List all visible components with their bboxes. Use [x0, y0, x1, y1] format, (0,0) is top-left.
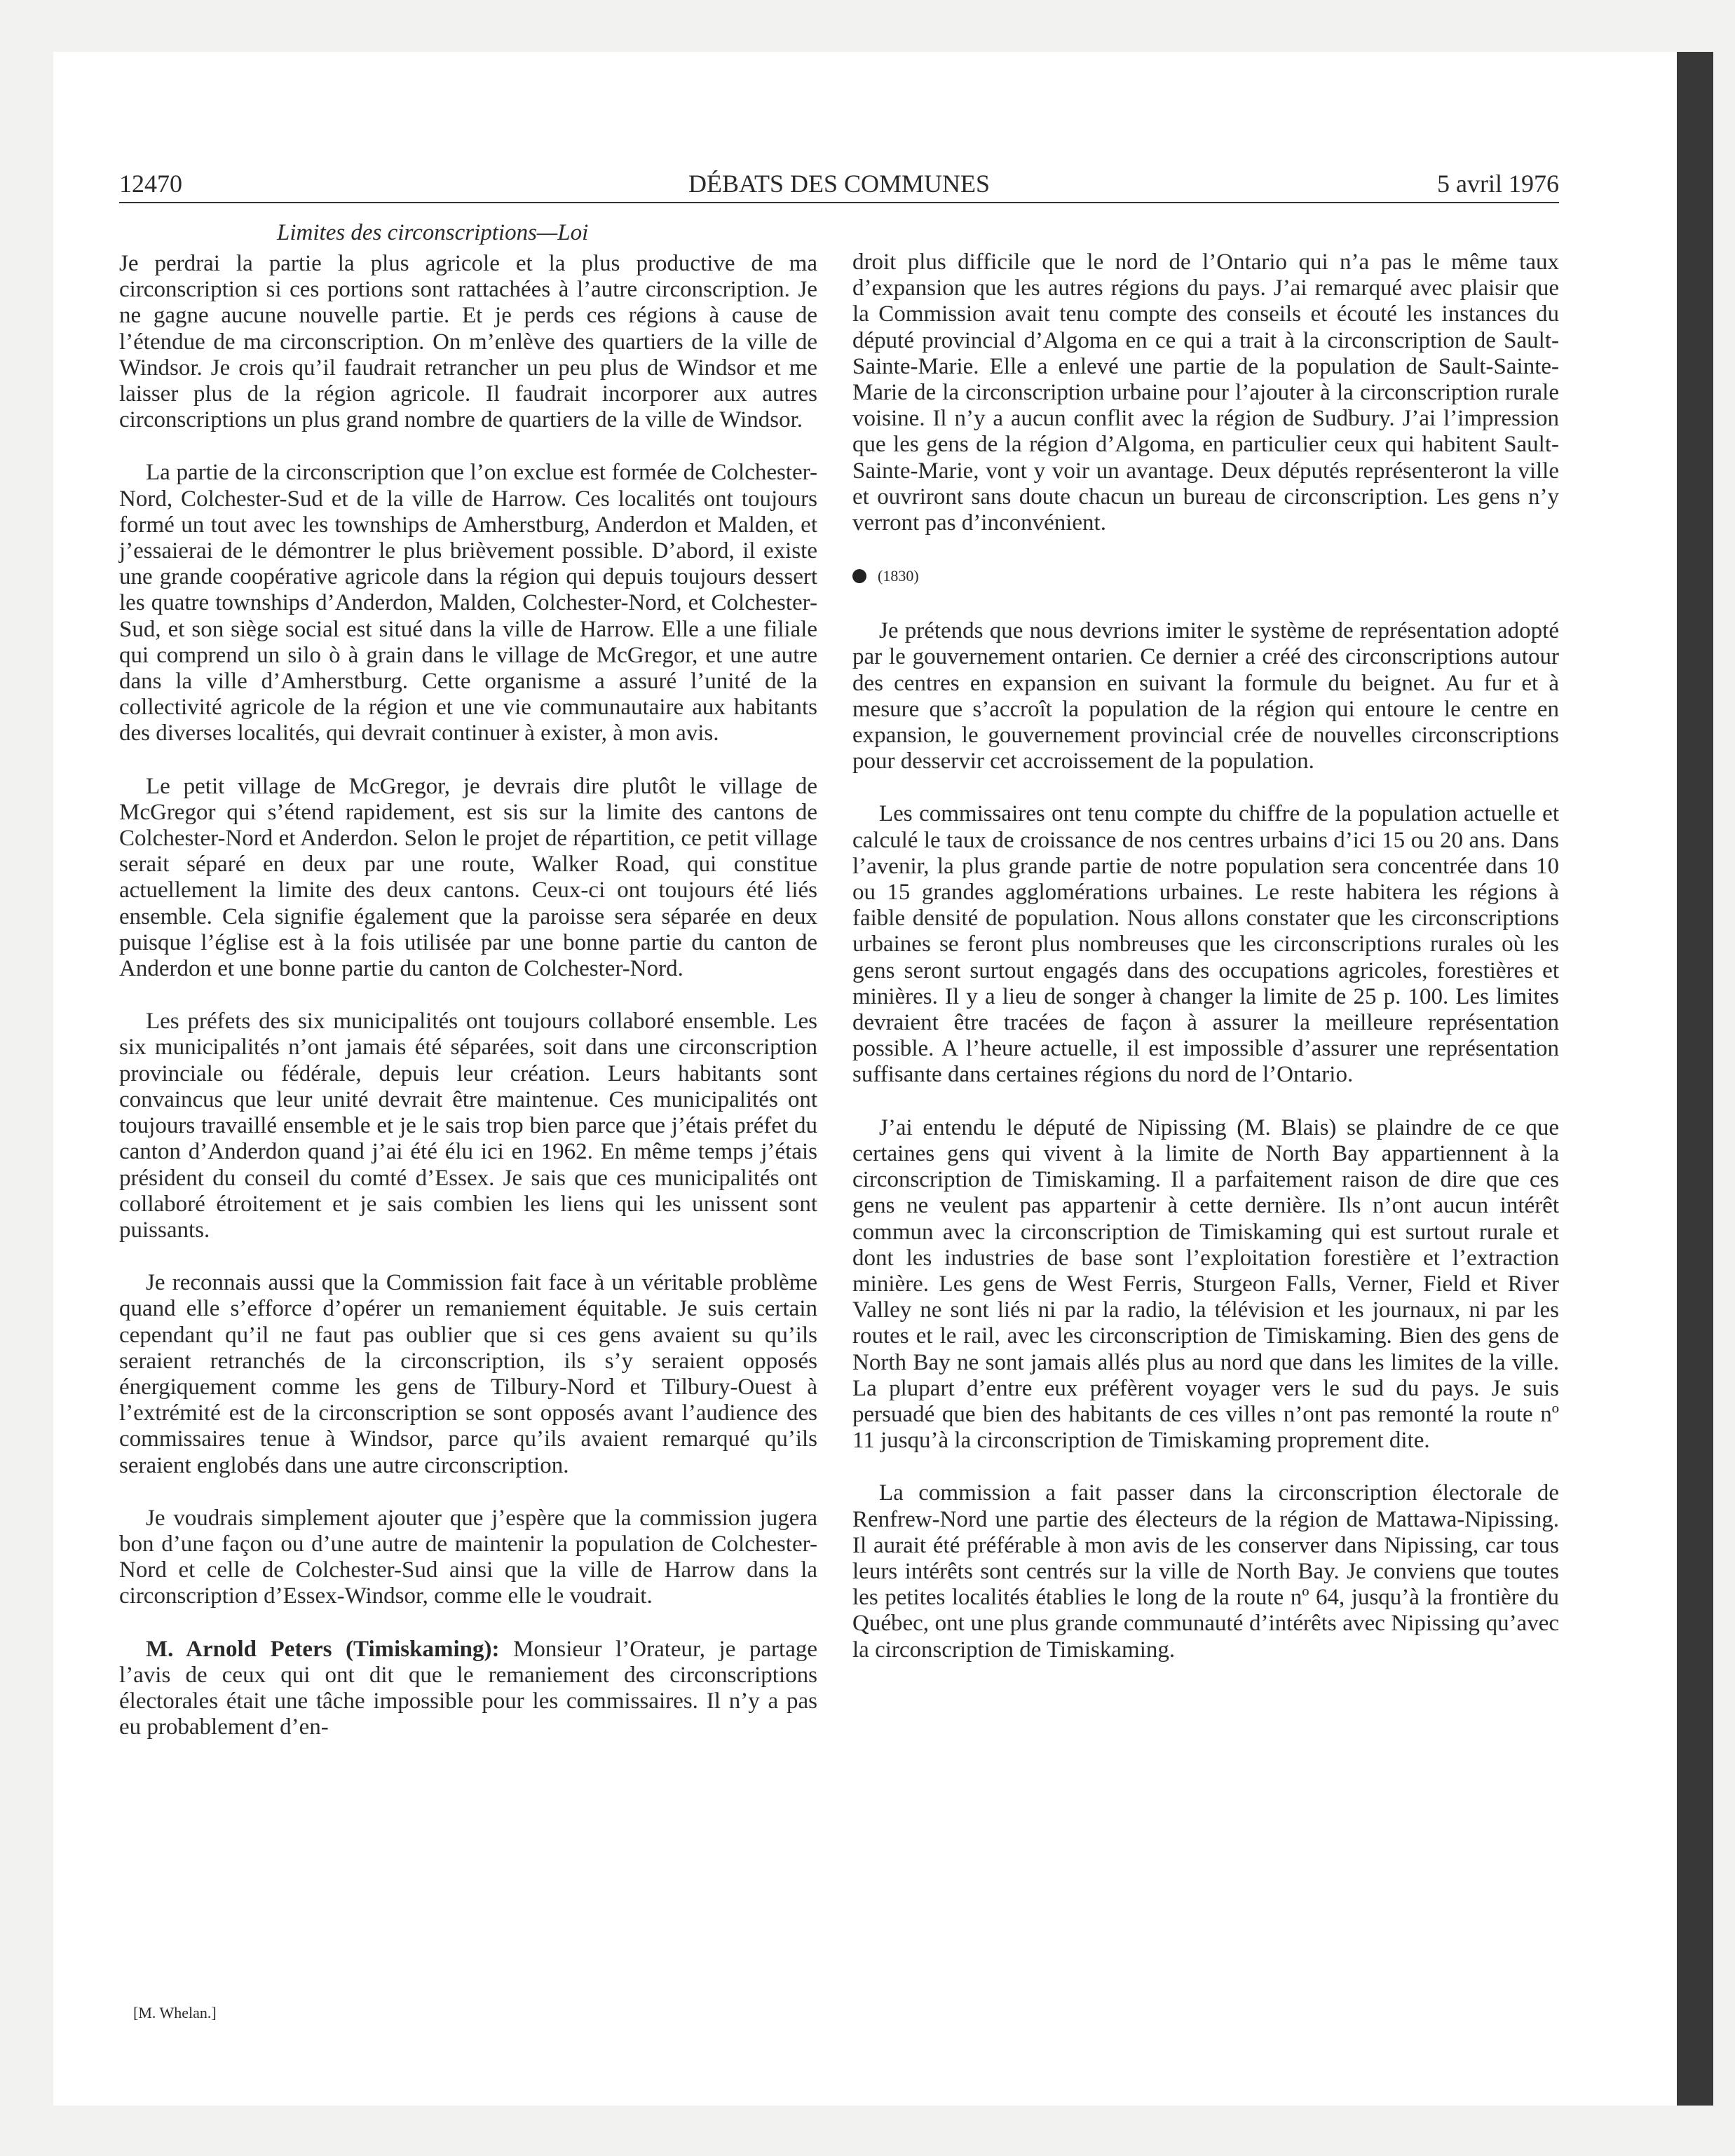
- paragraph: La partie de la circonscription que l’on exclue est formée de Colchester-Nord, Colchester-Sud et de la ville de Harrow. Ces localités ont toujours formé un tout avec les townships de Amherstburg, Anderdon et Malden, et j’essaierai de le démontrer le plus brièvement possible. D’abord, il existe une grande coopérative agricole dans la région qui depuis toujours dessert les quatre townships d’Anderdon, Malden, Colchester-Nord, et Colchester-Sud, et son siège social est situé dans la ville de Harrow. Elle a une filiale qui comprend un silo ò à grain dans le village de McGregor, et une autre dans la ville d’Amherstburg. Cette organisme a assuré l’unité de la collectivité agricole de la région et une vie communautaire aux habitants des diverses localités, qui devrait continuer à exister, à mon avis.: [119, 460, 817, 746]
- speaker-name: M. Arnold Peters (Timiskaming):: [146, 1636, 500, 1662]
- paragraph: Les commissaires ont tenu compte du chiffre de la population actuelle et calculé le taux de croissance de nos centres urbains d’ici 15 ou 20 ans. Dans l’avenir, la plus grande partie de notre population sera concentrée dans 10 ou 15 grandes agglomérations urbaines. Le reste habitera les régions à faible densité de population. Nous allons constater que les circonscriptions urbaines se feront plus nombreuses que les circonscriptions rurales où les gens seront surtout engagés dans des occupations agricoles, forestières et minières. Il y a lieu de songer à changer la limite de 25 p. 100. Les limites devraient être tracées de façon à assurer la meilleure représentation possible. A l’heure actuelle, il est impossible d’assurer une représentation suffisante dans certaines régions du nord de l’Ontario.: [852, 801, 1559, 1088]
- time-marker-text: (1830): [878, 567, 919, 585]
- paragraph: Je voudrais simplement ajouter que j’espère que la commission jugera bon d’une façon ou d’une autre de maintenir la population de Colchester-Nord et celle de Colchester-Sud ainsi que la ville de Harrow dans la circonscription d’Essex-Windsor, comme elle le voudrait.: [119, 1505, 817, 1609]
- page-number: 12470: [119, 170, 182, 198]
- paragraph: Je reconnais aussi que la Commission fait face à un véritable problème quand elle s’efforce d’opérer un remaniement équitable. Je suis certain cependant qu’il ne faut pas oublier que si ces gens avaient su qu’ils seraient retranchés de la circonscription, ils s’y seraient opposés énergiquement comme les gens de Tilbury-Nord et Tilbury-Ouest à l’extrémité est de la circonscription se sont opposés avant l’audience des commissaires tenue à Windsor, parce qu’ils avaient remarqué qu’ils seraient englobés dans une autre circonscription.: [119, 1270, 817, 1478]
- page-header: [119, 168, 1559, 199]
- section-title: Limites des circonscriptions—Loi: [277, 220, 589, 245]
- bullet-icon: [852, 569, 866, 583]
- right-column: [852, 250, 1559, 1690]
- left-column: [119, 251, 817, 1767]
- speech-text: Monsieur l’Orateur, je partage l’avis de ceux qui ont dit que le remaniement des circonscriptions électorales était une tâche impossible pour les commissaires. Il n’y a pas eu probablement d’en-: [119, 1636, 818, 1740]
- paragraph: Le petit village de McGregor, je devrais dire plutôt le village de McGregor qui s’étend rapidement, est sis sur la limite des cantons de Colchester-Nord et Anderdon. Selon le projet de répartition, ce petit village serait séparé en deux par une route, Walker Road, qui constitue actuellement la limite des deux cantons. Ceux-ci ont toujours été liés ensemble. Cela signifie également que la paroisse sera séparée en deux puisque l’église est à la fois utilisée par une bonne partie du canton de Anderdon et une bonne partie du canton de Colchester-Nord.: [119, 773, 817, 982]
- paragraph: Je prétends que nous devrions imiter le système de représentation adopté par le gouvernement ontarien. Ce dernier a créé des circonscriptions autour des centres en expansion en suivant la formule du beignet. Au fur et à mesure que s’accroît la population de la région qui entoure le centre en expansion, le gouvernement provincial crée de nouvelles circonscriptions pour desservir cet accroissement de la population.: [852, 618, 1559, 775]
- time-marker: [852, 563, 1559, 589]
- paragraph: Les préfets des six municipalités ont toujours collaboré ensemble. Les six municipalités n’ont jamais été séparées, soit dans une circonscription provinciale ou fédérale, depuis leur création. Leurs habitants sont convaincus que leur unité devrait être maintenue. Ces municipalités ont toujours travaillé ensemble et je le sais trop bien parce que j’étais préfet du canton d’Anderdon quand j’ai été élu ici en 1962. En même temps j’étais président du conseil du comté d’Essex. Je sais que ces municipalités ont collaboré étroitement et je sais combien les liens qui les unissent sont puissants.: [119, 1009, 817, 1243]
- paragraph: J’ai entendu le député de Nipissing (M. Blais) se plaindre de ce que certaines gens qui vivent à la limite de North Bay appartiennent à la circonscription de Timiskaming. Il a parfaitement raison de dire que ces gens ne veulent pas appartenir à cette dernière. Ils n’ont aucun intérêt commun avec la circonscription de Timiskaming qui est surtout rurale et dont les industries de base sont l’exploitation forestière et l’extraction minière. Les gens de West Ferris, Sturgeon Falls, Verner, Field et River Valley ne sont liés ni par la radio, la télévision et les journaux, ni par les routes et le rail, avec les circonscription de Timiskaming. Bien des gens de North Bay ne sont jamais allés plus au nord que dans les limites de la ville. La plupart d’entre eux préfèrent voyager vers le sud du pays. Je suis persuadé que bien des habitants de ces villes n’ont pas remonté la route nº 11 jusqu’à la circonscription de Timiskaming proprement dite.: [852, 1114, 1559, 1454]
- scan-edge-bar: [1677, 52, 1713, 2106]
- paragraph: Je perdrai la partie la plus agricole et la plus productive de ma circonscription si ces portions sont rattachées à l’autre circonscription. Je ne gagne aucune nouvelle partie. Et je perds ces régions à cause de l’étendue de ma circonscription. On m’enlève des quartiers de la ville de Windsor. Je crois qu’il faudrait retrancher un peu plus de Windsor et me laisser plus de la région agricole. Il faudrait incorporer aux autres circonscriptions un plus grand nombre de quartiers de la ville de Windsor.: [119, 251, 817, 433]
- paragraph: La commission a fait passer dans la circonscription électorale de Renfrew-Nord une partie des électeurs de la région de Mattawa-Nipissing. Il aurait été préférable à mon avis de les conserver dans Nipissing, car tous leurs intérêts sont centrés sur la ville de North Bay. Je conviens que toutes les petites localités établies le long de la route nº 64, jusqu’à la frontière du Québec, ont une plus grande communauté d’intérêts avec Nipissing qu’avec la circonscription de Timiskaming.: [852, 1480, 1559, 1663]
- footer-note: [M. Whelan.]: [133, 2004, 217, 2021]
- paragraph: droit plus difficile que le nord de l’Ontario qui n’a pas le même taux d’expansion que les autres régions du pays. J’ai remarqué avec plaisir que la Commission avait tenu compte des conseils et écouté les instances du député provincial d’Algoma en ce qui a trait à la circonscription de Sault-Sainte-Marie. Elle a enlevé une partie de la population de Sault-Sainte-Marie de la circonscription urbaine pour l’ajouter à la circonscription rurale voisine. Il n’y a aucun conflit avec la région de Sudbury. J’ai l’impression que les gens de la région d’Algoma, en particulier ceux qui habitent Sault-Sainte-Marie, vont y voir un avantage. Deux députés représenteront la ville et ouvriront sans doute chacun un bureau de circonscription. Les gens n’y verront pas d’inconvénient.: [852, 250, 1559, 536]
- header-rule: [119, 202, 1559, 203]
- speech-paragraph: [119, 1637, 817, 1741]
- publication-title: DÉBATS DES COMMUNES: [688, 170, 991, 198]
- issue-date: 5 avril 1976: [1437, 170, 1559, 198]
